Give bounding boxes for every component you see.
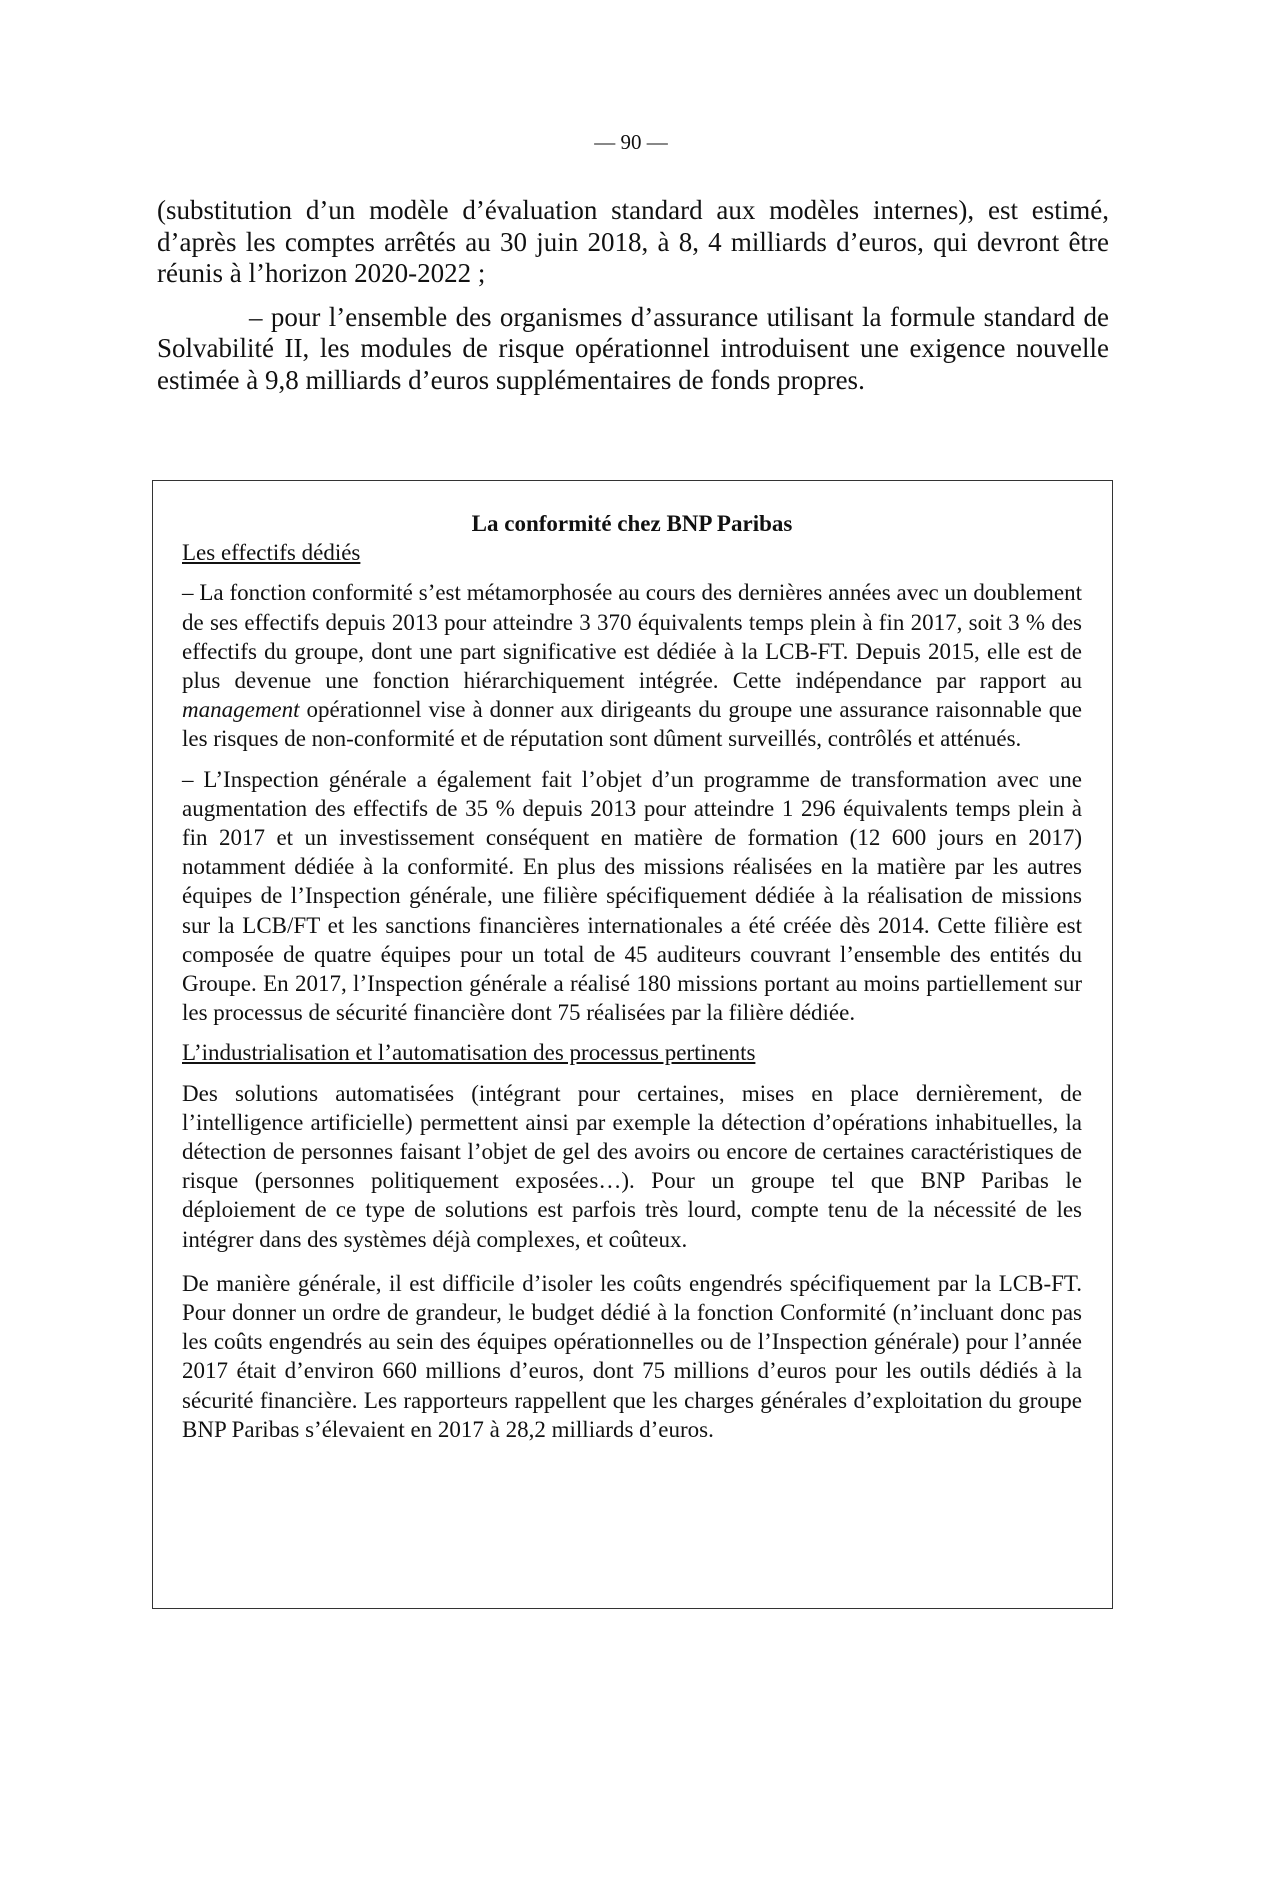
body-text — [157, 195, 1109, 396]
boxed-insert — [152, 480, 1113, 1609]
box-paragraph: De manière générale, il est difficile d’isoler les coûts engendrés spécifiquement par la LCB-FT. Pour donner un ordre de grandeur, le budget dédié à la fonction Conformité (n’incluant donc pas les coûts engendrés au sein des équipes opérationnelles ou de l’Inspection générale) pour l’année 2017 était d’environ 660 millions d’euros, dont 75 millions d’euros pour les outils dédiés à la sécurité financière. Les rapporteurs rappellent que les charges générales d’exploitation du groupe BNP Paribas s’élevaient en 2017 à 28,2 milliards d’euros. — [182, 1270, 1082, 1442]
page-number: — 90 — — [594, 130, 668, 154]
body-paragraph: (substitution d’un modèle d’évaluation standard aux modèles internes), est estimé, d’après les comptes arrêtés au 30 juin 2018, à 8, 4 milliards d’euros, qui devront être réunis à l’horizon 2020-2022 ; — [157, 195, 1109, 288]
section-heading-effectifs: Les effectifs dédiés — [182, 540, 361, 566]
paragraph-text: opérationnel vise à donner aux dirigeants du groupe une assurance raisonnable que les risques de non-conformité et de réputation sont dûment surveillés, contrôlés et atténués. — [182, 697, 1082, 752]
body-paragraph: – pour l’ensemble des organismes d’assurance utilisant la formule standard de Solvabilité II, les modules de risque opérationnel introduisent une exigence nouvelle estimée à 9,8 milliards d’euros supplémentaires de fonds propres. — [157, 301, 1109, 395]
box-title: La conformité chez BNP Paribas — [471, 511, 793, 536]
italic-term: management — [182, 697, 300, 723]
paragraph-text: – La fonction conformité s’est métamorphosée au cours des dernières années avec un doublement de ses effectifs depuis 2013 pour atteindre 3 370 équivalents temps plein à fin 2017, soit 3 % des effectifs du groupe, dont une part significative est dédiée à la LCB-FT. Depuis 2015, elle est de plus devenue une fonction hiérarchiquement intégrée. Cette indépendance par rapport au — [182, 580, 1082, 694]
box-paragraph: Des solutions automatisées (intégrant pour certaines, mises en place dernièrement, de l’intelligence artificielle) permettent ainsi par exemple la détection d’opérations inhabituelles, la détection de personnes faisant l’objet de gel des avoirs ou encore de certaines caractéristiques de risque (personnes politiquement exposées…). Pour un groupe tel que BNP Paribas le déploiement de ce type de solutions est parfois très lourd, compte tenu de la nécessité de les intégrer dans des systèmes déjà complexes, et coûteux. — [182, 1080, 1082, 1252]
section-heading-industrialisation: L’industrialisation et l’automatisation des processus pertinents — [182, 1040, 756, 1066]
box-paragraph: – L’Inspection générale a également fait l’objet d’un programme de transformation avec une augmentation des effectifs de 35 % depuis 2013 pour atteindre 1 296 équivalents temps plein à fin 2017 et un investissement conséquent en matière de formation (12 600 jours en 2017) notamment dédiée à la conformité. En plus des missions réalisées en la matière par les autres équipes de l’Inspection générale, une filière spécifiquement dédiée à la réalisation de missions sur la LCB/FT et les sanctions financières internationales a été créée dès 2014. Cette filière est composée de quatre équipes pour un total de 45 auditeurs couvrant l’ensemble des entités du Groupe. En 2017, l’Inspection générale a réalisé 180 missions portant au moins partiellement sur les processus de sécurité financière dont 75 réalisées par la filière dédiée. — [182, 766, 1082, 1026]
box-paragraph — [182, 578, 1082, 753]
